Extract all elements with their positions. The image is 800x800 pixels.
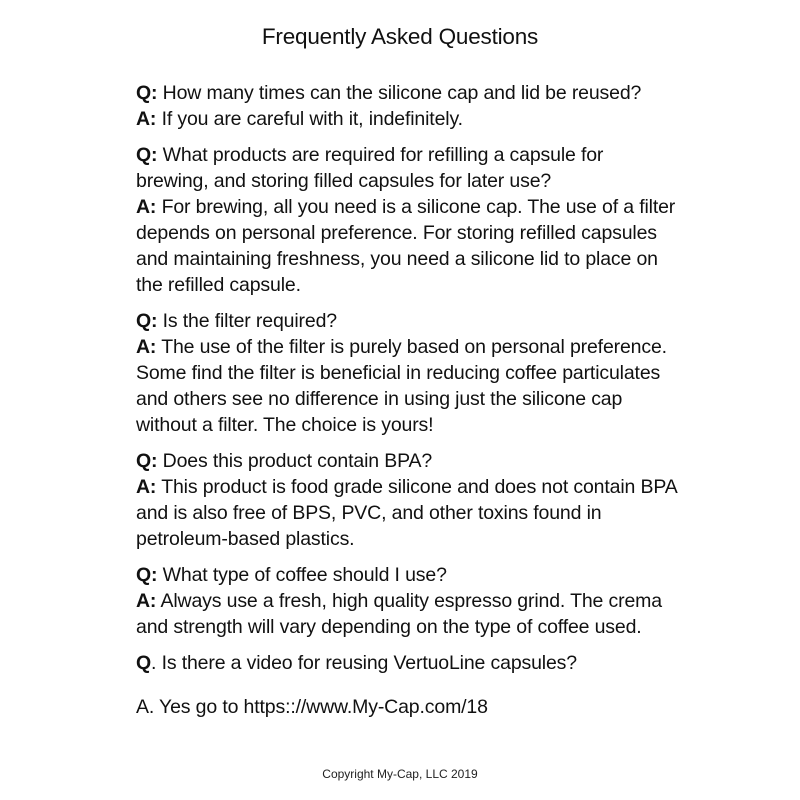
answer-label: A: [136,196,157,218]
question [136,650,681,676]
faq-list [136,80,681,720]
faq-item [136,448,681,552]
question-text: Is the filter required? [162,310,337,332]
answer [136,588,681,640]
answer-text: If you are careful with it, indefinitely. [161,108,463,130]
faq-item [136,562,681,640]
answer-label: A: [136,336,157,358]
faq-item [136,80,681,132]
answer-label: A: [136,476,157,498]
question [136,80,681,106]
question-label: Q: [136,144,158,166]
answer [136,334,681,438]
answer-text: This product is food grade silicone and does not contain BPA and is also free of BPS, PVC, and other toxins found in petroleum-based plastics. [136,476,677,550]
answer-text: For brewing, all you need is a silicone cap. The use of a filter depends on personal preference. For storing refilled capsules and maintaining freshness, you need a silicone lid to place on the refilled capsule. [136,196,676,296]
answer-text: A. Yes go to https:://www.My-Cap.com/18 [136,696,488,718]
copyright-notice: Copyright My-Cap, LLC 2019 [322,767,478,781]
question-text: Does this product contain BPA? [162,450,433,472]
video-answer [136,694,681,720]
answer-text: The use of the filter is purely based on personal preference. Some find the filter is beneficial in reducing coffee particulates and others see no difference in using just the silicone cap without a filter. The choice is yours! [136,336,667,436]
question-text: How many times can the silicone cap and lid be reused? [162,82,642,104]
answer-text: Always use a fresh, high quality espresso grind. The crema and strength will vary depending on the type of coffee used. [136,590,662,638]
answer [136,474,681,552]
faq-item [136,308,681,438]
question-label: Q: [136,82,158,104]
question [136,562,681,588]
video-question [136,650,681,676]
question-label: Q: [136,564,158,586]
answer [136,194,681,298]
faq-item [136,142,681,298]
question-text: What type of coffee should I use? [162,564,447,586]
question-label: Q: [136,450,158,472]
question-label: Q [136,652,152,674]
question-text: What products are required for refilling a capsule for brewing, and storing filled capsules for later use? [136,144,604,192]
answer [136,106,681,132]
question-text: . Is there a video for reusing VertuoLine capsules? [151,652,577,674]
answer-label: A: [136,108,157,130]
question [136,448,681,474]
question [136,142,681,194]
answer-label: A: [136,590,157,612]
page-title: Frequently Asked Questions [261,24,539,49]
question [136,308,681,334]
question-label: Q: [136,310,158,332]
